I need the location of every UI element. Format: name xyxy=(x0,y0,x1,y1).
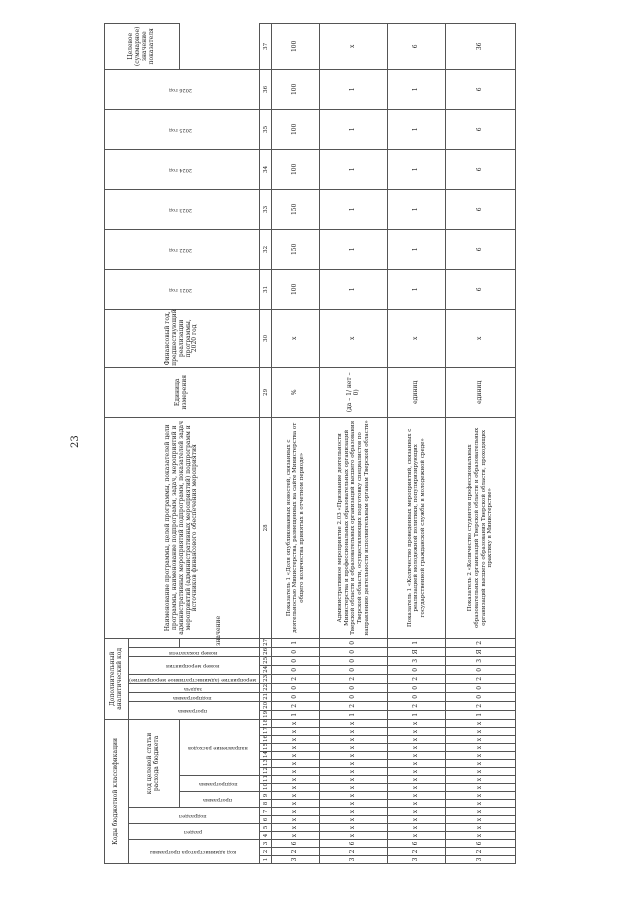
code-cell: х xyxy=(272,800,320,808)
code-cell: х xyxy=(320,736,388,744)
code-cell: 0 xyxy=(446,665,516,674)
code-cell: х xyxy=(446,800,516,808)
code-cell: х xyxy=(388,760,446,768)
year-2022-header: 2022 год xyxy=(105,229,260,269)
fin-year-column-header: Финансовый год, предшествующий реализации программы, 2020 год xyxy=(105,309,260,367)
code-cell: 0 xyxy=(388,683,446,692)
row-value-2022: 1 xyxy=(320,229,388,269)
code-cell: 3 xyxy=(446,856,516,864)
code-cell: 2 xyxy=(388,701,446,710)
code-cell: х xyxy=(446,776,516,784)
col-number: 1 xyxy=(260,856,272,864)
col-number: 24 xyxy=(260,665,272,674)
code-cell: х xyxy=(446,784,516,792)
code-cell: 2 xyxy=(388,674,446,683)
col-number: 10 xyxy=(260,784,272,792)
col-number: 25 xyxy=(260,656,272,665)
code-cell: х xyxy=(320,816,388,824)
row-value-2022: 6 xyxy=(446,229,516,269)
row-name: Показатель 1 «Количество проведенных мероприятий, связанных с реализацией молодежной политики, популяризирующих государственной гражданской службы в молодежной среде» xyxy=(388,417,446,638)
row-value-2025: 6 xyxy=(446,109,516,149)
code-cell: х xyxy=(272,719,320,727)
code-cell: 2 xyxy=(446,638,516,647)
code-cell: х xyxy=(272,760,320,768)
code-cell: 0 xyxy=(446,683,516,692)
col-number: 15 xyxy=(260,744,272,752)
program-header: программа xyxy=(179,792,260,808)
code-cell: 0 xyxy=(320,692,388,701)
code-cell: х xyxy=(272,768,320,776)
code-cell: 0 xyxy=(272,665,320,674)
code-cell: 2 xyxy=(272,674,320,683)
row-value-2023: 1 xyxy=(388,189,446,229)
code-cell: х xyxy=(388,744,446,752)
row-fin-year: х xyxy=(320,309,388,367)
code-cell: х xyxy=(388,728,446,736)
col-number: 9 xyxy=(260,792,272,800)
code-cell: 3 xyxy=(272,856,320,864)
code-cell: х xyxy=(446,816,516,824)
row-target: 100 xyxy=(272,23,320,69)
code-cell: х xyxy=(388,824,446,832)
code-cell: 0 xyxy=(446,692,516,701)
code-cell: х xyxy=(446,792,516,800)
code-cell: х xyxy=(446,728,516,736)
col-number: 21 xyxy=(260,692,272,701)
code-cell: 1 xyxy=(272,638,320,647)
col-number: 37 xyxy=(260,23,272,69)
code-cell: 2 xyxy=(320,848,388,856)
col-number: 20 xyxy=(260,701,272,710)
code-cell: 0 xyxy=(320,665,388,674)
year-2021-header: 2021 год xyxy=(105,269,260,309)
col-number: 8 xyxy=(260,800,272,808)
expense-class-header: код целевой статьи расхода бюджета xyxy=(129,719,180,807)
row-value-2021: 1 xyxy=(388,269,446,309)
code-cell: 6 xyxy=(320,840,388,848)
row-name: Административное мероприятие 2.03 «Признание деятельности Министерства и профессиональных образовательных организаций Тверской области и образовательных организаций высшего образования Тверской области, осуществляющих подготовку специалистов по направлению деятельности исполнительным органам Тверской области» xyxy=(320,417,388,638)
table-row xyxy=(388,23,446,863)
code-cell: х xyxy=(320,752,388,760)
row-value-2021: 6 xyxy=(446,269,516,309)
program-goal-header: программа xyxy=(129,701,260,719)
code-cell: 2 xyxy=(446,848,516,856)
code-cell: х xyxy=(320,808,388,816)
code-cell: 0 xyxy=(272,692,320,701)
program-indicators-table xyxy=(104,23,516,864)
col-number: 32 xyxy=(260,229,272,269)
code-cell: х xyxy=(320,728,388,736)
row-value-2026: 6 xyxy=(446,69,516,109)
col-number: 23 xyxy=(260,674,272,683)
code-cell: 0 xyxy=(272,656,320,665)
col-number: 4 xyxy=(260,832,272,840)
col-number: 18 xyxy=(260,719,272,727)
row-target: х xyxy=(320,23,388,69)
row-value-2024: 100 xyxy=(272,149,320,189)
col-number: 36 xyxy=(260,69,272,109)
code-cell: х xyxy=(446,824,516,832)
col-number: 11 xyxy=(260,776,272,784)
row-value-2024: 1 xyxy=(388,149,446,189)
code-cell: 1 xyxy=(446,710,516,719)
code-cell: х xyxy=(320,832,388,840)
code-cell: х xyxy=(446,736,516,744)
code-cell: 2 xyxy=(320,701,388,710)
page-number: 23 xyxy=(70,435,81,448)
col-number: 14 xyxy=(260,752,272,760)
additional-code-header: Дополнительный аналитический код xyxy=(105,638,129,719)
col-number: 27 xyxy=(260,638,272,647)
measure-header: мероприятие (административное мероприятие) xyxy=(129,674,260,683)
code-cell: х xyxy=(446,768,516,776)
row-value-2023: 6 xyxy=(446,189,516,229)
code-cell: х xyxy=(388,776,446,784)
code-cell: х xyxy=(272,808,320,816)
code-cell: 0 xyxy=(272,647,320,656)
code-cell: х xyxy=(320,760,388,768)
code-cell: 6 xyxy=(446,840,516,848)
name-column-header: Наименование программы, целей программы, показателей цели программы, наименование подпрограмм, задач, мероприятий и административных мероприятий подпрограмм, показателей задач мероприятий (административных мероприятий) подпрограмм и источников финансового обеспечения мероприятия xyxy=(105,417,260,638)
year-2024-header: 2024 год xyxy=(105,149,260,189)
code-cell: х xyxy=(388,719,446,727)
code-cell: 0 xyxy=(272,683,320,692)
code-cell: х xyxy=(388,768,446,776)
code-cell: 0 xyxy=(320,656,388,665)
column-numbers-row xyxy=(260,23,272,863)
code-cell: х xyxy=(446,760,516,768)
budget-codes-header: Коды бюджетной классификации xyxy=(105,719,129,863)
code-cell: х xyxy=(388,832,446,840)
row-value-2025: 100 xyxy=(272,109,320,149)
row-unit: единиц xyxy=(388,367,446,417)
row-fin-year: х xyxy=(388,309,446,367)
col-number: 29 xyxy=(260,367,272,417)
row-value-2021: 1 xyxy=(320,269,388,309)
col-number: 5 xyxy=(260,824,272,832)
expense-direction-header: направление расходов xyxy=(179,719,260,775)
row-value-2025: 1 xyxy=(320,109,388,149)
code-cell: 2 xyxy=(388,848,446,856)
code-cell: х xyxy=(446,752,516,760)
col-number: 16 xyxy=(260,736,272,744)
code-cell: х xyxy=(320,792,388,800)
code-cell: х xyxy=(388,784,446,792)
code-cell: х xyxy=(272,784,320,792)
col-number: 28 xyxy=(260,417,272,638)
col-number: 26 xyxy=(260,647,272,656)
target-value-header: Целевое (суммарное) значение показателя xyxy=(105,23,180,69)
row-value-2023: 150 xyxy=(272,189,320,229)
indicator-number-header: номер показателя xyxy=(129,647,260,656)
code-cell: 6 xyxy=(388,840,446,848)
code-cell: 1 xyxy=(272,710,320,719)
unit-column-header: Единица измерения xyxy=(105,367,260,417)
code-cell: 3 xyxy=(320,856,388,864)
row-name: Показатель 1 «Доля опубликованных новостей, связанных с деятельностью Министерства, размещенных на сайте Министерства от общего количества принятых в отчетном периоде» xyxy=(272,417,320,638)
code-cell: х xyxy=(320,768,388,776)
row-fin-year: х xyxy=(446,309,516,367)
col-number: 13 xyxy=(260,760,272,768)
row-name: Показатель 2 «Количество студентов профессиональных образовательных организаций Тверской области и образовательных организаций высшего образования Тверской области, проходящих практику в Министерстве» xyxy=(446,417,516,638)
col-number: 30 xyxy=(260,309,272,367)
code-cell: х xyxy=(272,752,320,760)
code-cell: х xyxy=(320,824,388,832)
row-value-2026: 1 xyxy=(388,69,446,109)
code-cell: х xyxy=(320,776,388,784)
col-number: 17 xyxy=(260,728,272,736)
code-cell: х xyxy=(388,816,446,824)
row-value-2022: 1 xyxy=(388,229,446,269)
code-cell: х xyxy=(320,719,388,727)
subsection-header: подраздел xyxy=(129,808,260,824)
code-cell: 0 xyxy=(320,638,388,647)
code-cell: 2 xyxy=(272,848,320,856)
code-cell: 1 xyxy=(320,710,388,719)
col-number: 22 xyxy=(260,683,272,692)
year-2023-header: 2023 год xyxy=(105,189,260,229)
code-cell: х xyxy=(388,800,446,808)
code-cell: х xyxy=(446,744,516,752)
code-cell: х xyxy=(446,719,516,727)
table-row xyxy=(446,23,516,863)
code-cell: Я xyxy=(446,647,516,656)
code-cell: 1 xyxy=(388,710,446,719)
code-cell: х xyxy=(272,744,320,752)
table-row xyxy=(272,23,320,863)
row-value-2025: 1 xyxy=(388,109,446,149)
code-cell: 2 xyxy=(272,701,320,710)
col-number: 31 xyxy=(260,269,272,309)
code-cell: х xyxy=(388,808,446,816)
code-cell: х xyxy=(272,792,320,800)
row-value-2026: 1 xyxy=(320,69,388,109)
table-row xyxy=(320,23,388,863)
code-cell: 2 xyxy=(446,674,516,683)
row-fin-year: х xyxy=(272,309,320,367)
col-number: 3 xyxy=(260,840,272,848)
code-cell: 0 xyxy=(388,665,446,674)
code-cell: 0 xyxy=(320,683,388,692)
code-cell: х xyxy=(272,736,320,744)
code-cell: х xyxy=(272,816,320,824)
col-number: 19 xyxy=(260,710,272,719)
code-cell: х xyxy=(320,784,388,792)
task-header: задача xyxy=(129,683,260,692)
measure-number-header: номер мероприятия xyxy=(129,656,260,674)
row-value-2026: 100 xyxy=(272,69,320,109)
col-number: 6 xyxy=(260,816,272,824)
col-number: 12 xyxy=(260,768,272,776)
subprogram-goal-header: подпрограмма xyxy=(129,692,260,701)
code-cell: 3 xyxy=(446,656,516,665)
col-number: 33 xyxy=(260,189,272,229)
code-cell: 2 xyxy=(320,674,388,683)
row-target: 6 xyxy=(388,23,446,69)
code-cell: х xyxy=(446,832,516,840)
code-cell: 3 xyxy=(388,656,446,665)
row-value-2024: 1 xyxy=(320,149,388,189)
code-cell: 0 xyxy=(388,692,446,701)
row-unit: единиц xyxy=(446,367,516,417)
col-number: 7 xyxy=(260,808,272,816)
code-cell: х xyxy=(388,752,446,760)
row-value-2024: 6 xyxy=(446,149,516,189)
year-2025-header: 2025 год xyxy=(105,109,260,149)
subprogram-header: подпрограмма xyxy=(179,776,260,792)
year-2026-header: 2026 год xyxy=(105,69,260,109)
admin-code-header: код администратора программы xyxy=(129,840,260,864)
row-value-2022: 150 xyxy=(272,229,320,269)
row-unit: (да – 1/ нет – 0) xyxy=(320,367,388,417)
code-cell: Я xyxy=(388,647,446,656)
code-cell: х xyxy=(272,832,320,840)
code-cell: х xyxy=(320,800,388,808)
code-cell: 3 xyxy=(388,856,446,864)
code-cell: 6 xyxy=(272,840,320,848)
col-number: 2 xyxy=(260,848,272,856)
code-cell: х xyxy=(272,728,320,736)
col-number: 34 xyxy=(260,149,272,189)
value-header: значение xyxy=(179,638,260,647)
code-cell: х xyxy=(320,744,388,752)
code-cell: х xyxy=(272,824,320,832)
row-target: 36 xyxy=(446,23,516,69)
code-cell: х xyxy=(388,736,446,744)
code-cell: х xyxy=(272,776,320,784)
section-header: раздел xyxy=(129,824,260,840)
row-unit: % xyxy=(272,367,320,417)
code-cell: 1 xyxy=(388,638,446,647)
code-cell: 0 xyxy=(320,647,388,656)
col-number: 35 xyxy=(260,109,272,149)
row-value-2021: 100 xyxy=(272,269,320,309)
code-cell: 2 xyxy=(446,701,516,710)
code-cell: х xyxy=(446,808,516,816)
rotated-table-sheet xyxy=(104,26,494,864)
row-value-2023: 1 xyxy=(320,189,388,229)
code-cell: х xyxy=(388,792,446,800)
